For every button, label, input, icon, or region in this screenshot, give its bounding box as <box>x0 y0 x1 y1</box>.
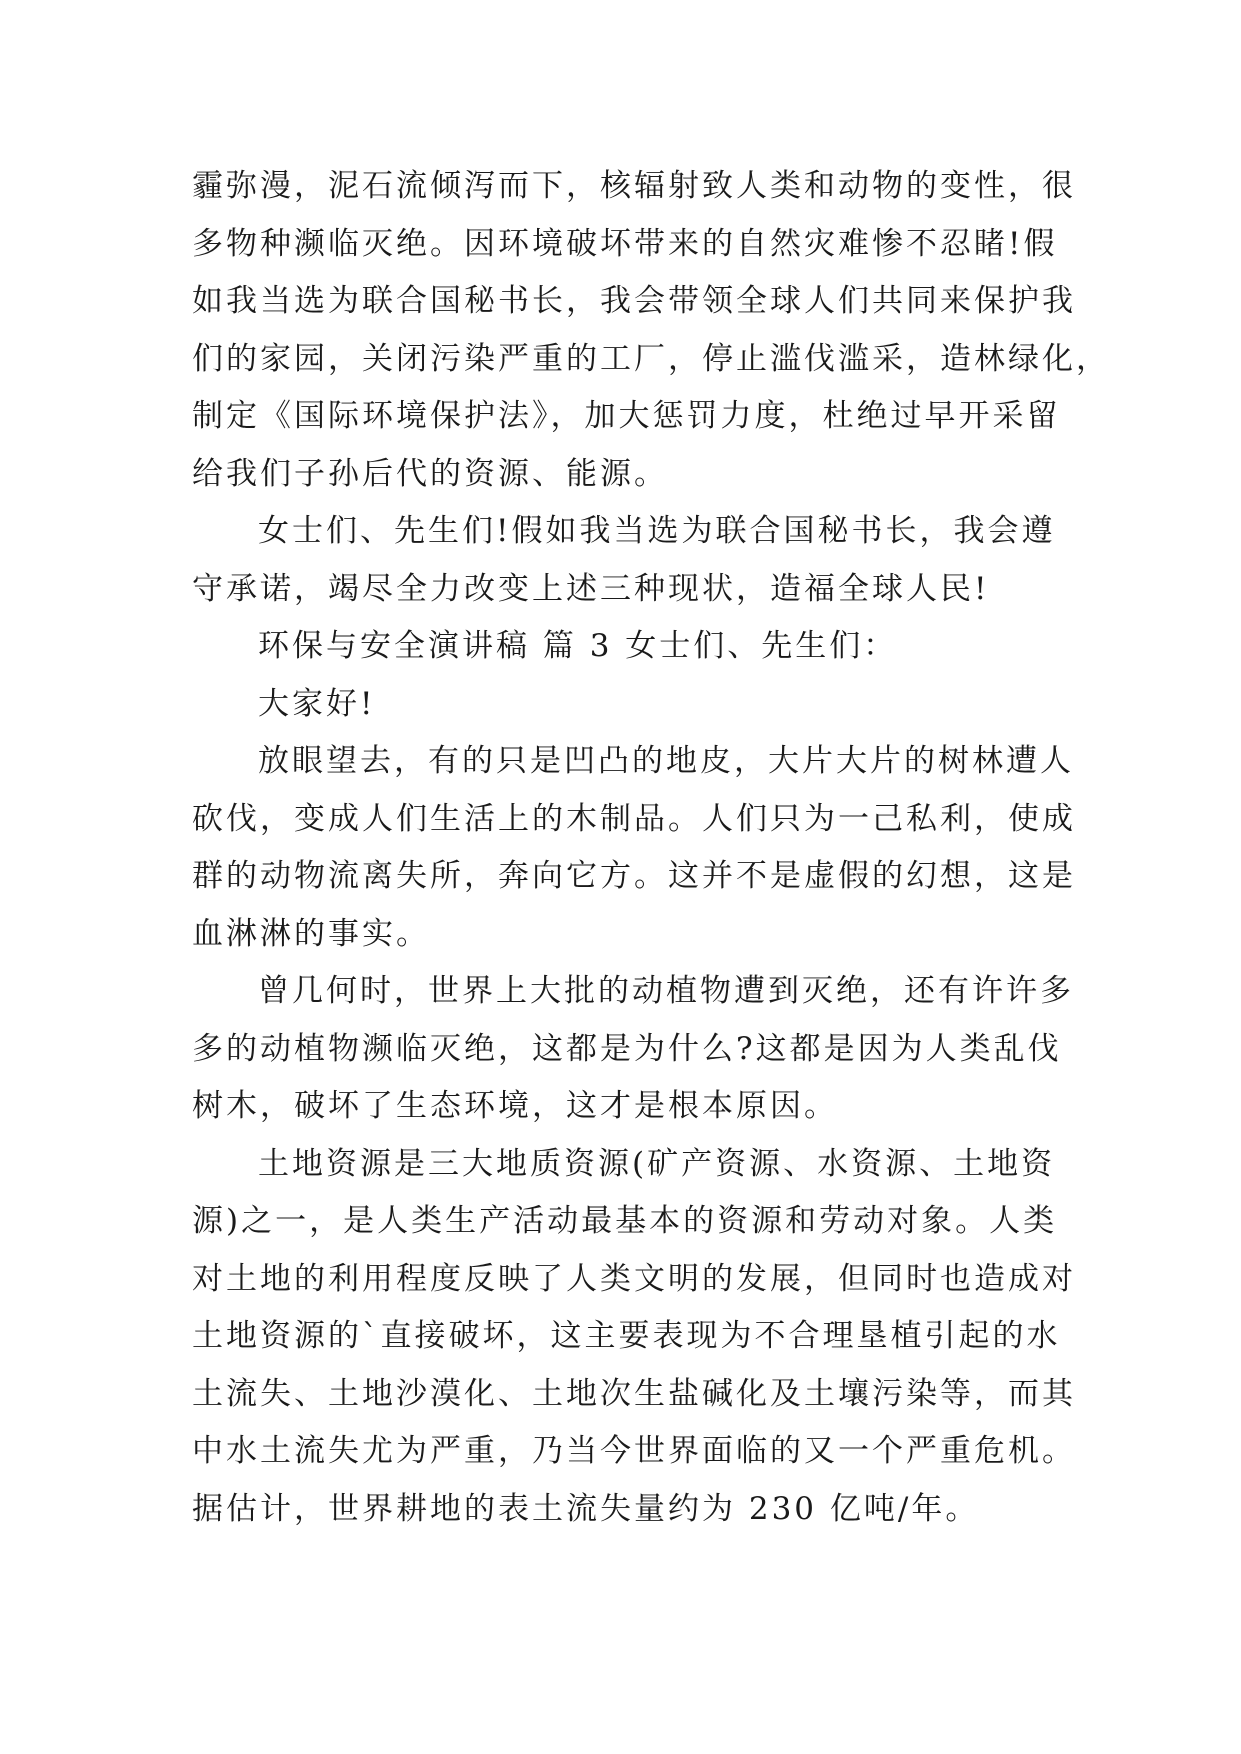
text-line: 如我当选为联合国秘书长，我会带领全球人们共同来保护我 <box>192 283 1076 319</box>
text-line: 们的家园，关闭污染严重的工厂，停止滥伐滥采，造林绿化， <box>192 340 1110 377</box>
paragraph-start-line: 放眼望去，有的只是凹凸的地皮，大片大片的树林遭人 <box>258 743 1074 779</box>
text-line: 树木，破坏了生态环境，这才是根本原因。 <box>192 1088 838 1124</box>
text-line: 给我们子孙后代的资源、能源。 <box>192 455 668 492</box>
text-line: 多的动植物濒临灭绝，这都是为什么?这都是因为人类乱伐 <box>192 1030 1062 1067</box>
text-line: 多物种濒临灭绝。因环境破坏带来的自然灾难惨不忍睹!假 <box>192 225 1058 262</box>
text-line: 源)之一，是人类生产活动最基本的资源和劳动对象。人类 <box>192 1203 1058 1239</box>
body-text <box>192 158 1110 1538</box>
paragraph-start-line: 土地资源是三大地质资源(矿产资源、水资源、土地资 <box>258 1145 1056 1182</box>
text-line: 群的动物流离失所，奔向它方。这并不是虚假的幻想，这是 <box>192 858 1076 894</box>
text-line: 对土地的利用程度反映了人类文明的发展，但同时也造成对 <box>192 1260 1076 1297</box>
text-line: 据估计，世界耕地的表土流失量约为 230 亿吨/年。 <box>192 1490 980 1527</box>
text-line: 守承诺，竭尽全力改变上述三种现状，造福全球人民! <box>192 570 990 607</box>
greeting-line: 大家好! <box>258 685 376 722</box>
paragraph-start-line: 曾几何时，世界上大批的动植物遭到灭绝，还有许许多 <box>258 973 1074 1009</box>
text-line: 土流失、土地沙漠化、土地次生盐碱化及土壤污染等，而其 <box>192 1375 1076 1412</box>
text-line: 血淋淋的事实。 <box>192 915 430 952</box>
text-line: 霾弥漫，泥石流倾泻而下，核辐射致人类和动物的变性，很 <box>192 168 1076 204</box>
text-line: 砍伐，变成人们生活上的木制品。人们只为一己私利，使成 <box>192 800 1076 837</box>
text-line: 中水土流失尤为严重，乃当今世界面临的又一个严重危机。 <box>192 1433 1076 1469</box>
text-line: 土地资源的`直接破坏，这主要表现为不合理垦植引起的水 <box>192 1318 1061 1354</box>
section-heading: 环保与安全演讲稿 篇 3 女士们、先生们： <box>258 628 898 664</box>
paragraph-start-line: 女士们、先生们!假如我当选为联合国秘书长，我会遵 <box>258 513 1056 549</box>
text-line: 制定《国际环境保护法》，加大惩罚力度，杜绝过早开采留 <box>192 398 1061 434</box>
